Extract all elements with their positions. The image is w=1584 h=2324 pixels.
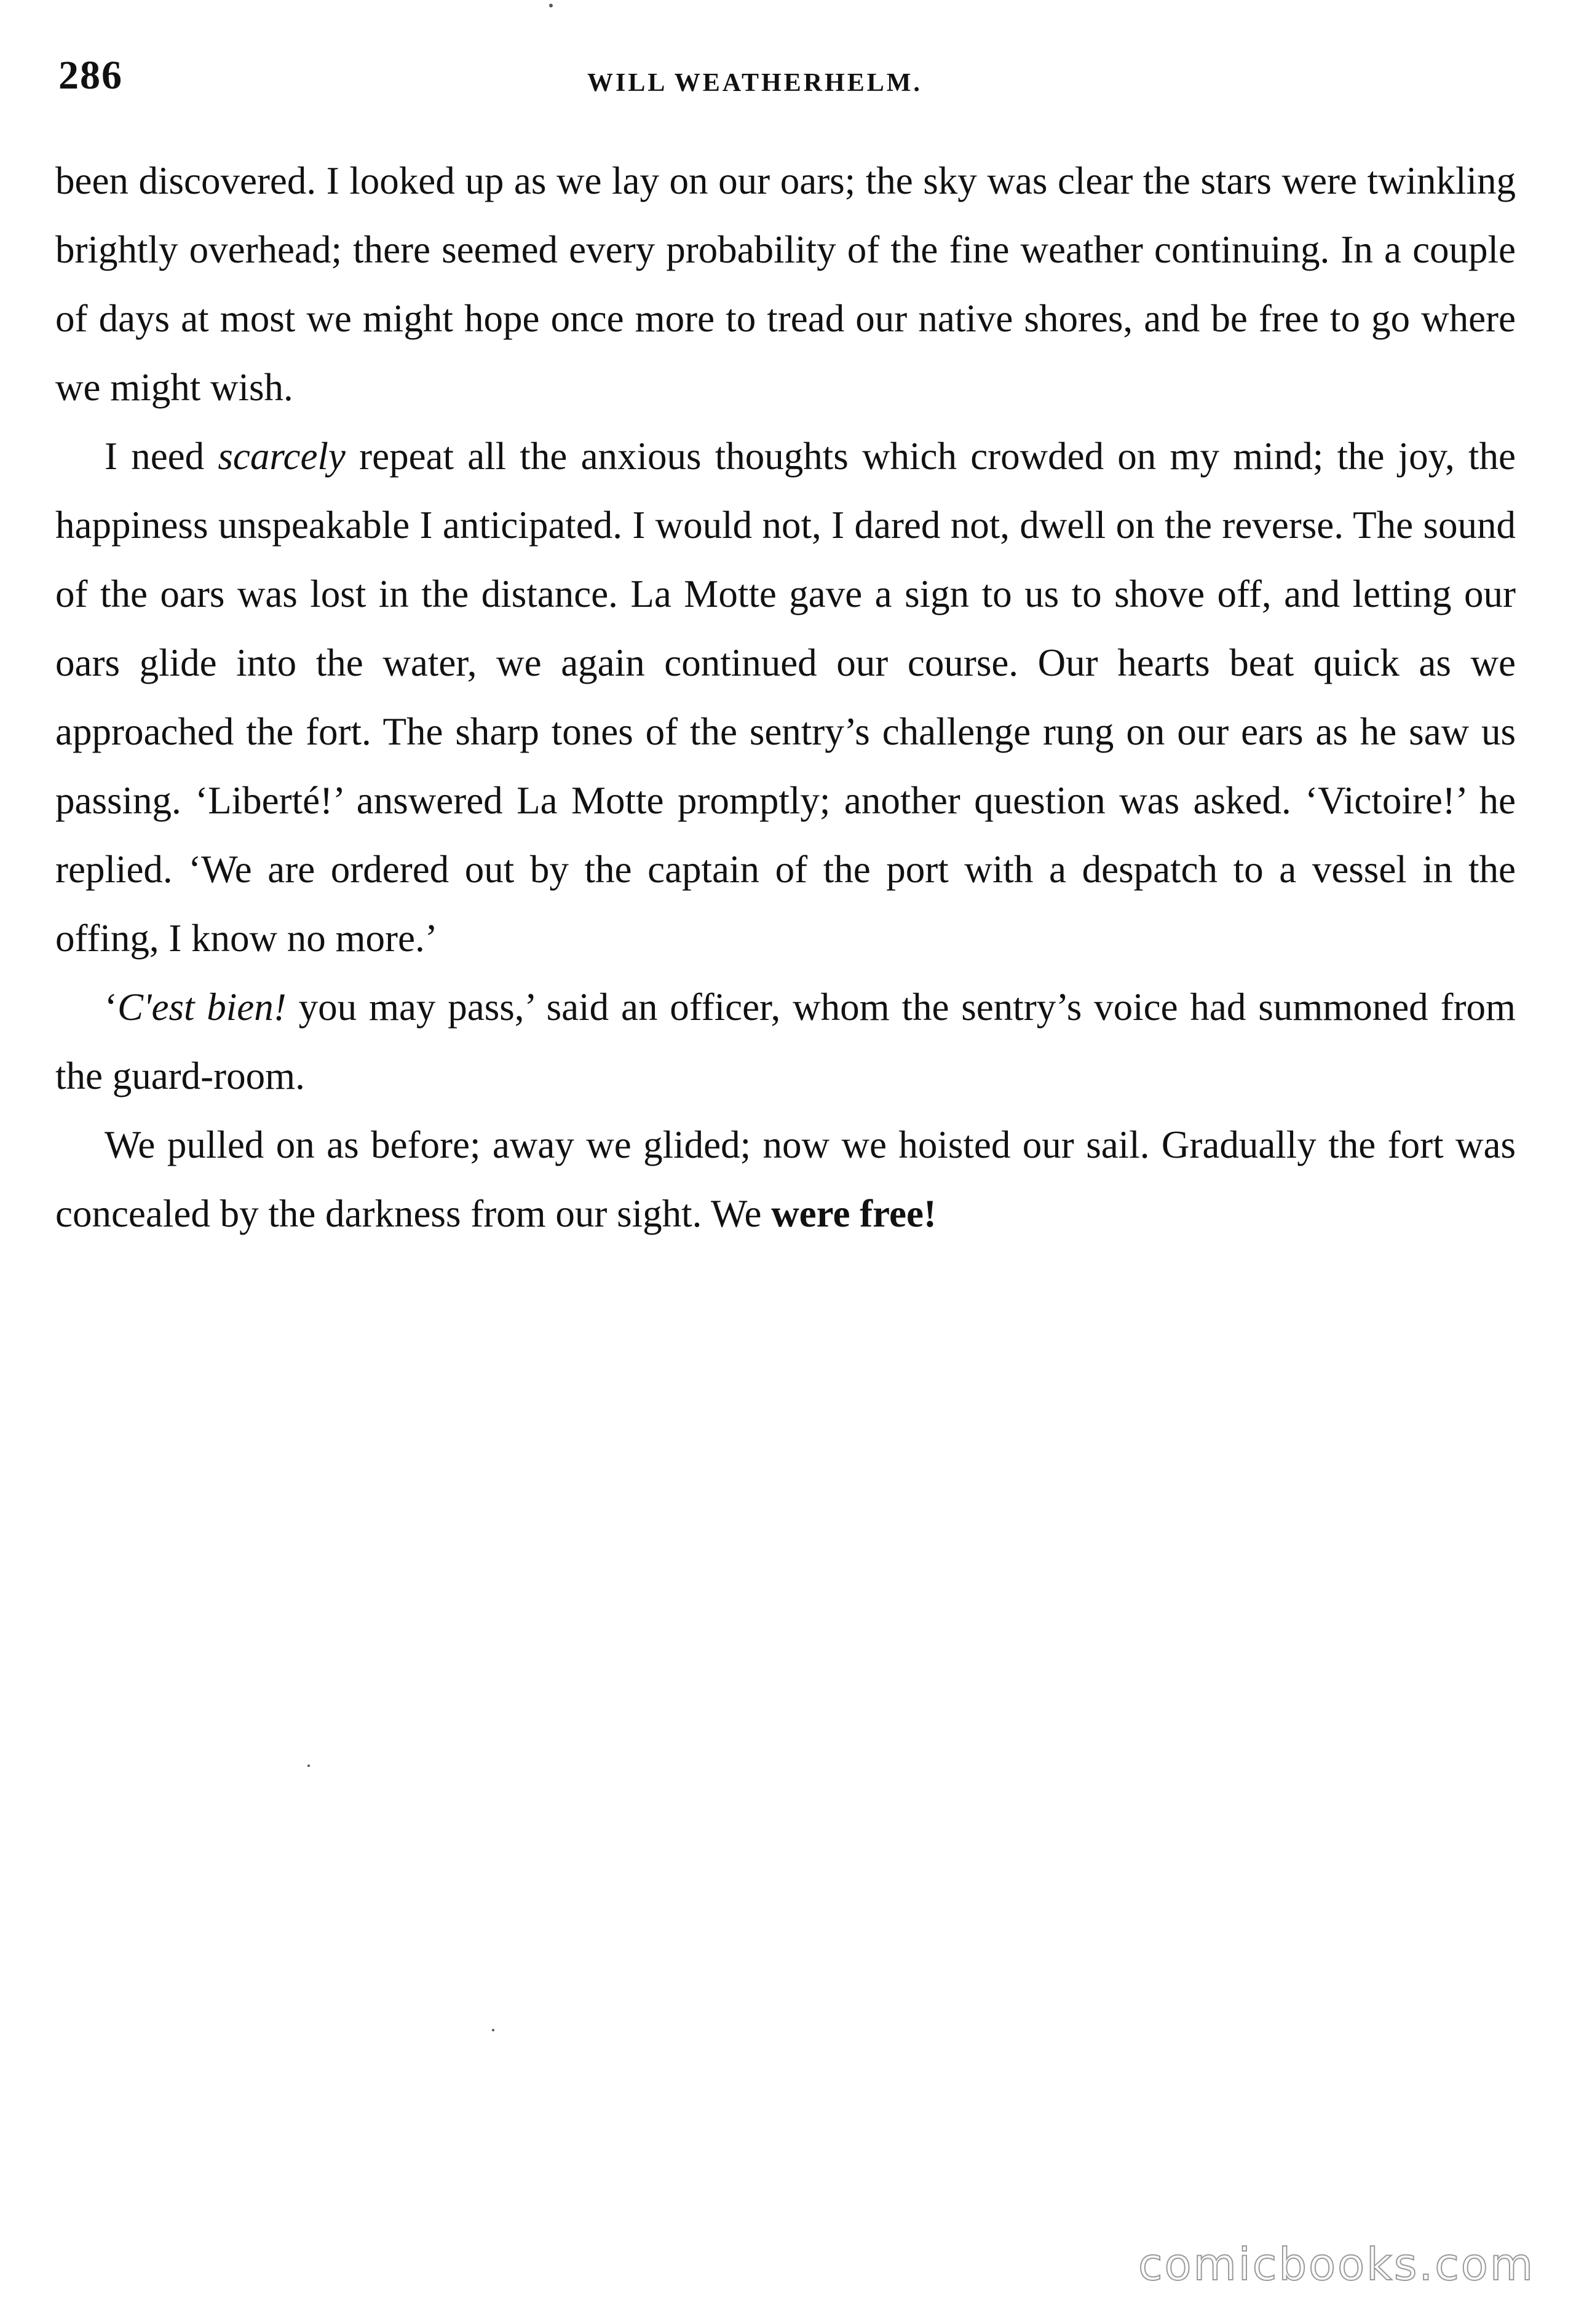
paragraph-4 (55, 1110, 1516, 1248)
paragraph-1 (55, 146, 1516, 422)
paragraph-1-text: been discovered. I looked up as we lay on our oars; the sky was clear the stars were twinkling brightly overhead; there seemed every probability of the fine weather continuing. In a couple of days at most we might hope once more to tread our native shores, and be free to go where we might wish. (55, 159, 1516, 409)
running-head: WILL WEATHERHELM. (587, 69, 922, 97)
print-speck (549, 4, 553, 7)
page-header (58, 52, 1522, 108)
print-speck (307, 1765, 310, 1767)
paragraph-2 (55, 422, 1516, 973)
body-text (55, 146, 1516, 1248)
paragraph-4-text: We pulled on as before; away we glided; now we hoisted our sail. Gradually the fort was concealed by the darkness from our sight. We (55, 1123, 1516, 1235)
paragraph-2-text-after: repeat all the anxious thoughts which crowded on my mind; the joy, the happiness unspeakable I anticipated. I would not, I dared not, dwell on the reverse. The sound of the oars was lost in the distance. La Motte gave a sign to us to shove off, and letting our oars glide into the water, we again continued our course. Our hearts beat quick as we approached the fort. The sharp tones of the sentry’s challenge rung on our ears as he saw us passing. ‘Liberté!’ answered La Motte promptly; another question was asked. ‘Victoire!’ he replied. ‘We are ordered out by the captain of the port with a despatch to a vessel in the offing, I know no more.’ (55, 435, 1516, 960)
paragraph-2-italic: scarcely (218, 435, 346, 478)
paragraph-3 (55, 973, 1516, 1110)
print-speck (492, 2029, 494, 2031)
paragraph-4-end: were free! (771, 1192, 937, 1235)
paragraph-3-quote-open: ‘ (105, 986, 117, 1029)
paragraph-3-text-after: you may pass,’ said an officer, whom the sentry’s voice had summoned from the guard-room. (55, 986, 1516, 1097)
paragraph-2-text-before: I need (105, 435, 218, 478)
page-number: 286 (58, 53, 123, 98)
watermark: comicbooks.com (1138, 2239, 1535, 2290)
paragraph-3-italic: C'est bien! (117, 986, 287, 1029)
